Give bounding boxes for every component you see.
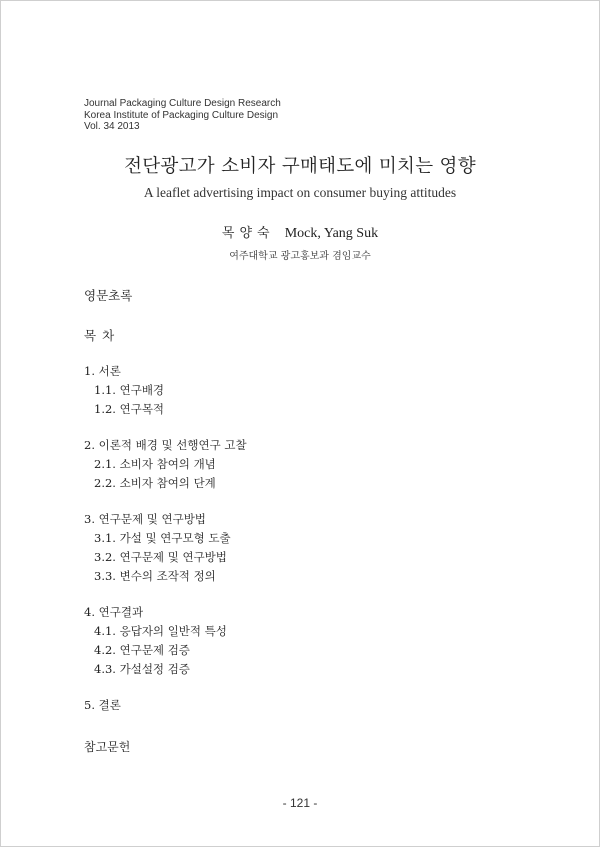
paper-title-english: A leaflet advertising impact on consumer buying attitudes — [143, 185, 457, 200]
toc-subsection: 1.2. 연구목적 — [94, 402, 165, 416]
toc-subsection: 2.1. 소비자 참여의 개념 — [94, 457, 216, 471]
toc-section-title: 1. 서론 — [84, 364, 121, 378]
journal-volume: Vol. 34 2013 — [84, 121, 140, 132]
toc-section-title: 3. 연구문제 및 연구방법 — [84, 512, 206, 526]
toc-section-title: 2. 이론적 배경 및 선행연구 고찰 — [84, 438, 247, 452]
toc-section — [84, 436, 247, 493]
author-name-english: Mock, Yang Suk — [284, 226, 379, 241]
author-name-korean: 목양숙 — [221, 226, 275, 241]
toc-subsection: 4.3. 가설설정 검증 — [94, 662, 190, 676]
author-line — [0, 222, 600, 242]
journal-header — [84, 98, 281, 133]
references-label: 참고문헌 — [84, 740, 131, 754]
toc-subsection: 4.1. 응답자의 일반적 특성 — [94, 624, 227, 638]
toc-subsection: 3.2. 연구문제 및 연구방법 — [94, 550, 227, 564]
author-affiliation: 여주대학교 광고홍보과 겸임교수 — [229, 251, 371, 262]
abstract-label: 영문초록 — [84, 288, 133, 303]
toc-section — [84, 696, 247, 715]
journal-society: Korea Institute of Packaging Culture Design — [84, 109, 278, 121]
toc-heading: 목차 — [84, 328, 121, 343]
toc-subsection: 3.1. 가설 및 연구모형 도출 — [94, 531, 231, 545]
toc-subsection: 2.2. 소비자 참여의 단계 — [94, 476, 216, 490]
journal-name: Journal Packaging Culture Design Research — [84, 98, 281, 109]
paper-title-korean: 전단광고가 소비자 구매태도에 미치는 영향 — [124, 156, 476, 177]
toc-section-title: 5. 결론 — [84, 698, 121, 712]
page-number: - 121 - — [282, 796, 318, 810]
toc-section — [84, 603, 247, 679]
toc-section-title: 4. 연구결과 — [84, 605, 144, 619]
table-of-contents — [84, 362, 247, 732]
toc-section — [84, 362, 247, 419]
toc-subsection: 3.3. 변수의 조작적 정의 — [94, 569, 216, 583]
toc-subsection: 4.2. 연구문제 검증 — [94, 643, 190, 657]
toc-section — [84, 510, 247, 586]
toc-subsection: 1.1. 연구배경 — [94, 383, 165, 397]
